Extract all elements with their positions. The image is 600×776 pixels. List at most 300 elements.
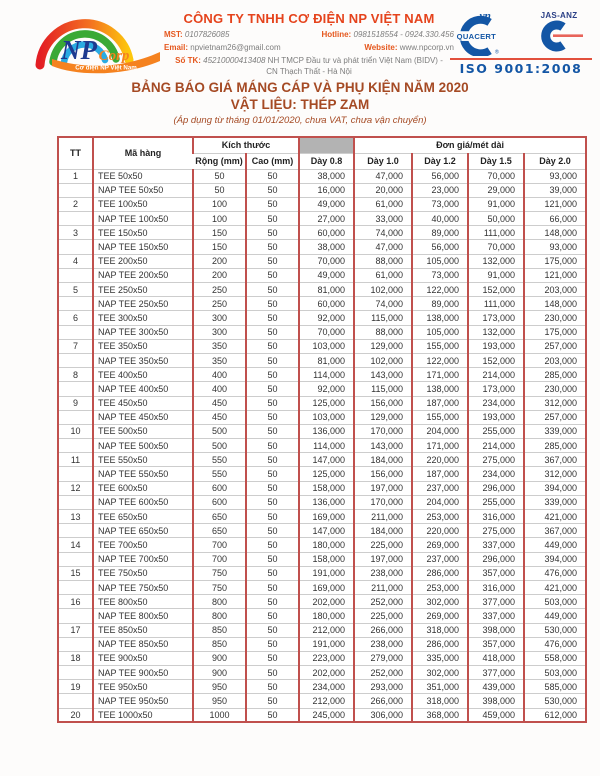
cell-name: NAP TEE 200x50 <box>93 268 193 282</box>
cell-name: NAP TEE 750x50 <box>93 580 193 594</box>
table-row <box>58 538 586 552</box>
cell-cao: 50 <box>246 169 299 183</box>
cell-cao: 50 <box>246 609 299 623</box>
cell-p10: 279,000 <box>354 651 412 665</box>
cell-p15: 316,000 <box>468 510 524 524</box>
table-row <box>58 410 586 424</box>
cell-p08: 212,000 <box>299 694 354 708</box>
npcorp-logo <box>22 8 164 74</box>
cell-tt <box>58 325 93 339</box>
cell-name: TEE 300x50 <box>93 311 193 325</box>
cell-p08: 60,000 <box>299 297 354 311</box>
cell-p10: 170,000 <box>354 424 412 438</box>
cell-p08: 125,000 <box>299 396 354 410</box>
cell-name: NAP TEE 550x50 <box>93 467 193 481</box>
table-row <box>58 396 586 410</box>
document-header <box>0 4 600 78</box>
cell-p08: 70,000 <box>299 325 354 339</box>
cell-p12: 40,000 <box>412 212 468 226</box>
cell-cao: 50 <box>246 623 299 637</box>
cell-cao: 50 <box>246 197 299 211</box>
cell-p12: 73,000 <box>412 268 468 282</box>
cell-name: NAP TEE 600x50 <box>93 495 193 509</box>
cell-p10: 74,000 <box>354 297 412 311</box>
cell-p20: 421,000 <box>524 510 586 524</box>
col-header-blank-gray <box>299 137 354 153</box>
cell-p15: 193,000 <box>468 410 524 424</box>
cell-p10: 102,000 <box>354 283 412 297</box>
table-row <box>58 481 586 495</box>
cell-p08: 180,000 <box>299 538 354 552</box>
cell-p15: 398,000 <box>468 694 524 708</box>
col-header-day-20: Dày 2.0 <box>524 153 586 169</box>
cell-p08: 81,000 <box>299 283 354 297</box>
col-header-ma-hang: Mã hàng <box>93 137 193 169</box>
cell-p10: 115,000 <box>354 382 412 396</box>
cell-p10: 143,000 <box>354 439 412 453</box>
cell-name: NAP TEE 250x50 <box>93 297 193 311</box>
cell-cao: 50 <box>246 538 299 552</box>
cell-rong: 850 <box>193 637 246 651</box>
cell-p12: 56,000 <box>412 240 468 254</box>
cell-name: NAP TEE 150x50 <box>93 240 193 254</box>
cell-p20: 530,000 <box>524 623 586 637</box>
table-row <box>58 580 586 594</box>
cell-p08: 60,000 <box>299 226 354 240</box>
table-row <box>58 453 586 467</box>
table-row <box>58 169 586 183</box>
cell-cao: 50 <box>246 467 299 481</box>
cell-p08: 191,000 <box>299 637 354 651</box>
cell-p10: 156,000 <box>354 396 412 410</box>
cell-name: NAP TEE 50x50 <box>93 183 193 197</box>
cell-p15: 234,000 <box>468 467 524 481</box>
cell-rong: 750 <box>193 580 246 594</box>
cell-rong: 600 <box>193 481 246 495</box>
cell-p12: 73,000 <box>412 197 468 211</box>
cell-p10: 156,000 <box>354 467 412 481</box>
cell-p10: 184,000 <box>354 453 412 467</box>
cell-rong: 700 <box>193 538 246 552</box>
table-row <box>58 254 586 268</box>
cell-p15: 173,000 <box>468 382 524 396</box>
cell-p10: 266,000 <box>354 694 412 708</box>
cell-p08: 202,000 <box>299 666 354 680</box>
table-row <box>58 368 586 382</box>
cell-tt: 16 <box>58 595 93 609</box>
table-row <box>58 566 586 580</box>
cell-rong: 650 <box>193 524 246 538</box>
cell-p15: 29,000 <box>468 183 524 197</box>
cell-p08: 103,000 <box>299 339 354 353</box>
cell-cao: 50 <box>246 410 299 424</box>
cell-p10: 47,000 <box>354 169 412 183</box>
cell-cao: 50 <box>246 666 299 680</box>
cell-tt <box>58 495 93 509</box>
cell-rong: 950 <box>193 680 246 694</box>
price-table-body <box>58 169 586 722</box>
cell-p12: 56,000 <box>412 169 468 183</box>
cell-name: NAP TEE 500x50 <box>93 439 193 453</box>
cell-p20: 367,000 <box>524 524 586 538</box>
cell-p20: 312,000 <box>524 396 586 410</box>
cell-tt <box>58 694 93 708</box>
registered-mark: ® <box>494 49 499 56</box>
cell-p20: 421,000 <box>524 580 586 594</box>
cell-p20: 203,000 <box>524 353 586 367</box>
cell-rong: 850 <box>193 623 246 637</box>
cell-name: TEE 900x50 <box>93 651 193 665</box>
cell-rong: 150 <box>193 226 246 240</box>
cell-tt: 7 <box>58 339 93 353</box>
cell-name: NAP TEE 850x50 <box>93 637 193 651</box>
cell-name: TEE 550x50 <box>93 453 193 467</box>
cell-p08: 27,000 <box>299 212 354 226</box>
cell-tt: 4 <box>58 254 93 268</box>
cell-p10: 266,000 <box>354 623 412 637</box>
col-group-kich-thuoc: Kích thước <box>193 137 299 153</box>
cell-p15: 70,000 <box>468 240 524 254</box>
cell-tt: 1 <box>58 169 93 183</box>
mst: MST: 0107826085 <box>164 30 230 39</box>
cell-p10: 129,000 <box>354 410 412 424</box>
jas-anz-label: JAS-ANZ <box>540 11 578 20</box>
cell-cao: 50 <box>246 694 299 708</box>
cell-p15: 152,000 <box>468 283 524 297</box>
cell-p08: 70,000 <box>299 254 354 268</box>
cell-p10: 61,000 <box>354 268 412 282</box>
cell-tt: 10 <box>58 424 93 438</box>
cell-p08: 49,000 <box>299 197 354 211</box>
jas-anz-logo <box>526 10 592 57</box>
price-table-header <box>58 137 586 169</box>
cell-p15: 439,000 <box>468 680 524 694</box>
cell-p20: 339,000 <box>524 495 586 509</box>
cell-p08: 180,000 <box>299 609 354 623</box>
table-row <box>58 651 586 665</box>
cell-name: NAP TEE 400x50 <box>93 382 193 396</box>
cell-tt <box>58 666 93 680</box>
cell-tt: 13 <box>58 510 93 524</box>
cell-p08: 114,000 <box>299 439 354 453</box>
cell-p08: 245,000 <box>299 708 354 722</box>
cell-p08: 136,000 <box>299 495 354 509</box>
cell-rong: 350 <box>193 353 246 367</box>
table-row <box>58 609 586 623</box>
cell-p15: 132,000 <box>468 254 524 268</box>
cell-p12: 187,000 <box>412 396 468 410</box>
cell-p12: 89,000 <box>412 297 468 311</box>
cell-p08: 158,000 <box>299 481 354 495</box>
cell-p20: 93,000 <box>524 240 586 254</box>
cell-cao: 50 <box>246 453 299 467</box>
cell-tt: 11 <box>58 453 93 467</box>
cell-p20: 175,000 <box>524 254 586 268</box>
cell-p08: 202,000 <box>299 595 354 609</box>
cell-p15: 377,000 <box>468 666 524 680</box>
cell-name: NAP TEE 100x50 <box>93 212 193 226</box>
cell-p20: 476,000 <box>524 566 586 580</box>
cell-p12: 318,000 <box>412 694 468 708</box>
cell-p15: 418,000 <box>468 651 524 665</box>
cell-p15: 91,000 <box>468 197 524 211</box>
cell-p08: 92,000 <box>299 311 354 325</box>
cell-p15: 50,000 <box>468 212 524 226</box>
cell-name: NAP TEE 350x50 <box>93 353 193 367</box>
cell-p15: 337,000 <box>468 609 524 623</box>
npcorp-rainbow-icon <box>22 8 164 74</box>
cell-cao: 50 <box>246 495 299 509</box>
cell-p12: 122,000 <box>412 283 468 297</box>
cell-cao: 50 <box>246 226 299 240</box>
cell-p12: 302,000 <box>412 595 468 609</box>
cell-p15: 296,000 <box>468 552 524 566</box>
cell-p15: 111,000 <box>468 226 524 240</box>
cell-name: TEE 450x50 <box>93 396 193 410</box>
cell-tt: 3 <box>58 226 93 240</box>
cell-name: NAP TEE 300x50 <box>93 325 193 339</box>
cell-p12: 237,000 <box>412 552 468 566</box>
cell-name: TEE 950x50 <box>93 680 193 694</box>
col-header-tt: TT <box>70 148 81 159</box>
cell-cao: 50 <box>246 339 299 353</box>
table-row <box>58 311 586 325</box>
cell-tt <box>58 183 93 197</box>
cell-p08: 147,000 <box>299 524 354 538</box>
table-row <box>58 240 586 254</box>
cell-cao: 50 <box>246 353 299 367</box>
cell-p12: 138,000 <box>412 311 468 325</box>
cell-p15: 111,000 <box>468 297 524 311</box>
cell-rong: 300 <box>193 311 246 325</box>
cell-name: TEE 50x50 <box>93 169 193 183</box>
cell-cao: 50 <box>246 481 299 495</box>
cell-p15: 377,000 <box>468 595 524 609</box>
cell-name: NAP TEE 700x50 <box>93 552 193 566</box>
cell-p15: 357,000 <box>468 566 524 580</box>
cell-p10: 20,000 <box>354 183 412 197</box>
cell-p12: 335,000 <box>412 651 468 665</box>
cell-rong: 500 <box>193 439 246 453</box>
cell-p20: 203,000 <box>524 283 586 297</box>
cell-name: TEE 650x50 <box>93 510 193 524</box>
cell-p20: 257,000 <box>524 410 586 424</box>
cell-p12: 368,000 <box>412 708 468 722</box>
cell-p20: 394,000 <box>524 481 586 495</box>
cell-tt <box>58 410 93 424</box>
cell-tt: 18 <box>58 651 93 665</box>
cell-rong: 550 <box>193 467 246 481</box>
cell-p12: 318,000 <box>412 623 468 637</box>
cell-p20: 503,000 <box>524 666 586 680</box>
cell-rong: 250 <box>193 297 246 311</box>
cell-p20: 476,000 <box>524 637 586 651</box>
quacert-icon <box>450 10 508 56</box>
cell-p10: 74,000 <box>354 226 412 240</box>
col-group-don-gia: Đơn giá/mét dài <box>354 137 586 153</box>
cell-p10: 184,000 <box>354 524 412 538</box>
cell-p20: 312,000 <box>524 467 586 481</box>
cell-p12: 253,000 <box>412 510 468 524</box>
table-row <box>58 353 586 367</box>
table-row <box>58 439 586 453</box>
cell-tt <box>58 467 93 481</box>
cell-cao: 50 <box>246 382 299 396</box>
cell-p10: 102,000 <box>354 353 412 367</box>
cell-rong: 150 <box>193 240 246 254</box>
cell-p08: 38,000 <box>299 169 354 183</box>
col-header-rong: Rộng (mm) <box>193 153 246 169</box>
cell-p12: 171,000 <box>412 439 468 453</box>
cell-p20: 93,000 <box>524 169 586 183</box>
cell-p12: 187,000 <box>412 467 468 481</box>
cell-p12: 286,000 <box>412 637 468 651</box>
logo-np-text: NP <box>61 35 97 65</box>
cell-name: TEE 150x50 <box>93 226 193 240</box>
cell-p15: 296,000 <box>468 481 524 495</box>
cell-rong: 650 <box>193 510 246 524</box>
table-row <box>58 666 586 680</box>
cell-rong: 950 <box>193 694 246 708</box>
cell-p12: 351,000 <box>412 680 468 694</box>
table-row <box>58 283 586 297</box>
cell-name: NAP TEE 950x50 <box>93 694 193 708</box>
cell-p20: 148,000 <box>524 297 586 311</box>
cell-cao: 50 <box>246 183 299 197</box>
cell-p12: 302,000 <box>412 666 468 680</box>
cell-rong: 300 <box>193 325 246 339</box>
cell-p08: 158,000 <box>299 552 354 566</box>
cell-cao: 50 <box>246 212 299 226</box>
table-row <box>58 510 586 524</box>
cell-rong: 1000 <box>193 708 246 722</box>
table-row <box>58 424 586 438</box>
cell-p08: 191,000 <box>299 566 354 580</box>
cell-p20: 66,000 <box>524 212 586 226</box>
cell-p08: 114,000 <box>299 368 354 382</box>
cell-p20: 230,000 <box>524 311 586 325</box>
cell-p20: 230,000 <box>524 382 586 396</box>
quacert-vn-text: vn <box>479 10 491 23</box>
cell-tt: 6 <box>58 311 93 325</box>
cell-p20: 394,000 <box>524 552 586 566</box>
cell-p20: 530,000 <box>524 694 586 708</box>
title-block <box>0 80 600 126</box>
cell-rong: 450 <box>193 396 246 410</box>
cell-p20: 558,000 <box>524 651 586 665</box>
company-info-block <box>158 11 460 78</box>
cell-tt <box>58 382 93 396</box>
cell-cao: 50 <box>246 439 299 453</box>
cell-tt <box>58 240 93 254</box>
cell-rong: 250 <box>193 283 246 297</box>
cell-tt: 5 <box>58 283 93 297</box>
cell-p10: 252,000 <box>354 595 412 609</box>
logo-corp-text: Corp <box>98 48 130 64</box>
cell-p08: 125,000 <box>299 467 354 481</box>
cell-rong: 50 <box>193 169 246 183</box>
cell-p20: 39,000 <box>524 183 586 197</box>
cell-p15: 316,000 <box>468 580 524 594</box>
cell-p08: 234,000 <box>299 680 354 694</box>
table-row <box>58 197 586 211</box>
cell-rong: 550 <box>193 453 246 467</box>
cell-cao: 50 <box>246 637 299 651</box>
cell-rong: 800 <box>193 595 246 609</box>
cell-p20: 121,000 <box>524 197 586 211</box>
cell-p15: 459,000 <box>468 708 524 722</box>
cell-rong: 600 <box>193 495 246 509</box>
cell-cao: 50 <box>246 254 299 268</box>
cell-rong: 50 <box>193 183 246 197</box>
website: Website: www.npcorp.vn <box>364 43 454 52</box>
cell-p10: 129,000 <box>354 339 412 353</box>
page-note: (Áp dụng từ tháng 01/01/2020, chưa VAT, chưa vận chuyển) <box>173 115 427 126</box>
cell-name: NAP TEE 900x50 <box>93 666 193 680</box>
cell-rong: 500 <box>193 424 246 438</box>
table-row <box>58 183 586 197</box>
cell-cao: 50 <box>246 297 299 311</box>
cell-cao: 50 <box>246 510 299 524</box>
cell-p12: 138,000 <box>412 382 468 396</box>
cell-p15: 275,000 <box>468 524 524 538</box>
cell-p20: 449,000 <box>524 538 586 552</box>
table-row <box>58 694 586 708</box>
cell-p20: 175,000 <box>524 325 586 339</box>
cell-rong: 200 <box>193 268 246 282</box>
cell-p20: 121,000 <box>524 268 586 282</box>
cell-name: TEE 1000x50 <box>93 708 193 722</box>
cell-p15: 91,000 <box>468 268 524 282</box>
cell-cao: 50 <box>246 268 299 282</box>
cell-p20: 449,000 <box>524 609 586 623</box>
cell-p10: 211,000 <box>354 580 412 594</box>
cell-cao: 50 <box>246 580 299 594</box>
cell-rong: 350 <box>193 339 246 353</box>
cell-p08: 49,000 <box>299 268 354 282</box>
cell-cao: 50 <box>246 524 299 538</box>
cell-p10: 115,000 <box>354 311 412 325</box>
cell-name: TEE 250x50 <box>93 283 193 297</box>
cell-p15: 398,000 <box>468 623 524 637</box>
cell-tt: 8 <box>58 368 93 382</box>
cell-name: TEE 700x50 <box>93 538 193 552</box>
cell-p15: 173,000 <box>468 311 524 325</box>
cell-tt: 2 <box>58 197 93 211</box>
table-row <box>58 297 586 311</box>
cell-p20: 148,000 <box>524 226 586 240</box>
cell-p08: 136,000 <box>299 424 354 438</box>
cell-p12: 155,000 <box>412 410 468 424</box>
cell-cao: 50 <box>246 680 299 694</box>
quacert-text: QUACERT <box>456 32 497 42</box>
cell-name: TEE 800x50 <box>93 595 193 609</box>
cell-p08: 92,000 <box>299 382 354 396</box>
cell-p12: 269,000 <box>412 609 468 623</box>
col-header-cao: Cao (mm) <box>246 153 299 169</box>
cell-cao: 50 <box>246 566 299 580</box>
table-row <box>58 382 586 396</box>
cell-cao: 50 <box>246 325 299 339</box>
cell-rong: 200 <box>193 254 246 268</box>
cell-cao: 50 <box>246 311 299 325</box>
table-row <box>58 325 586 339</box>
cell-name: TEE 400x50 <box>93 368 193 382</box>
table-row <box>58 680 586 694</box>
cell-p20: 585,000 <box>524 680 586 694</box>
jas-anz-icon <box>533 20 585 52</box>
cell-tt <box>58 552 93 566</box>
